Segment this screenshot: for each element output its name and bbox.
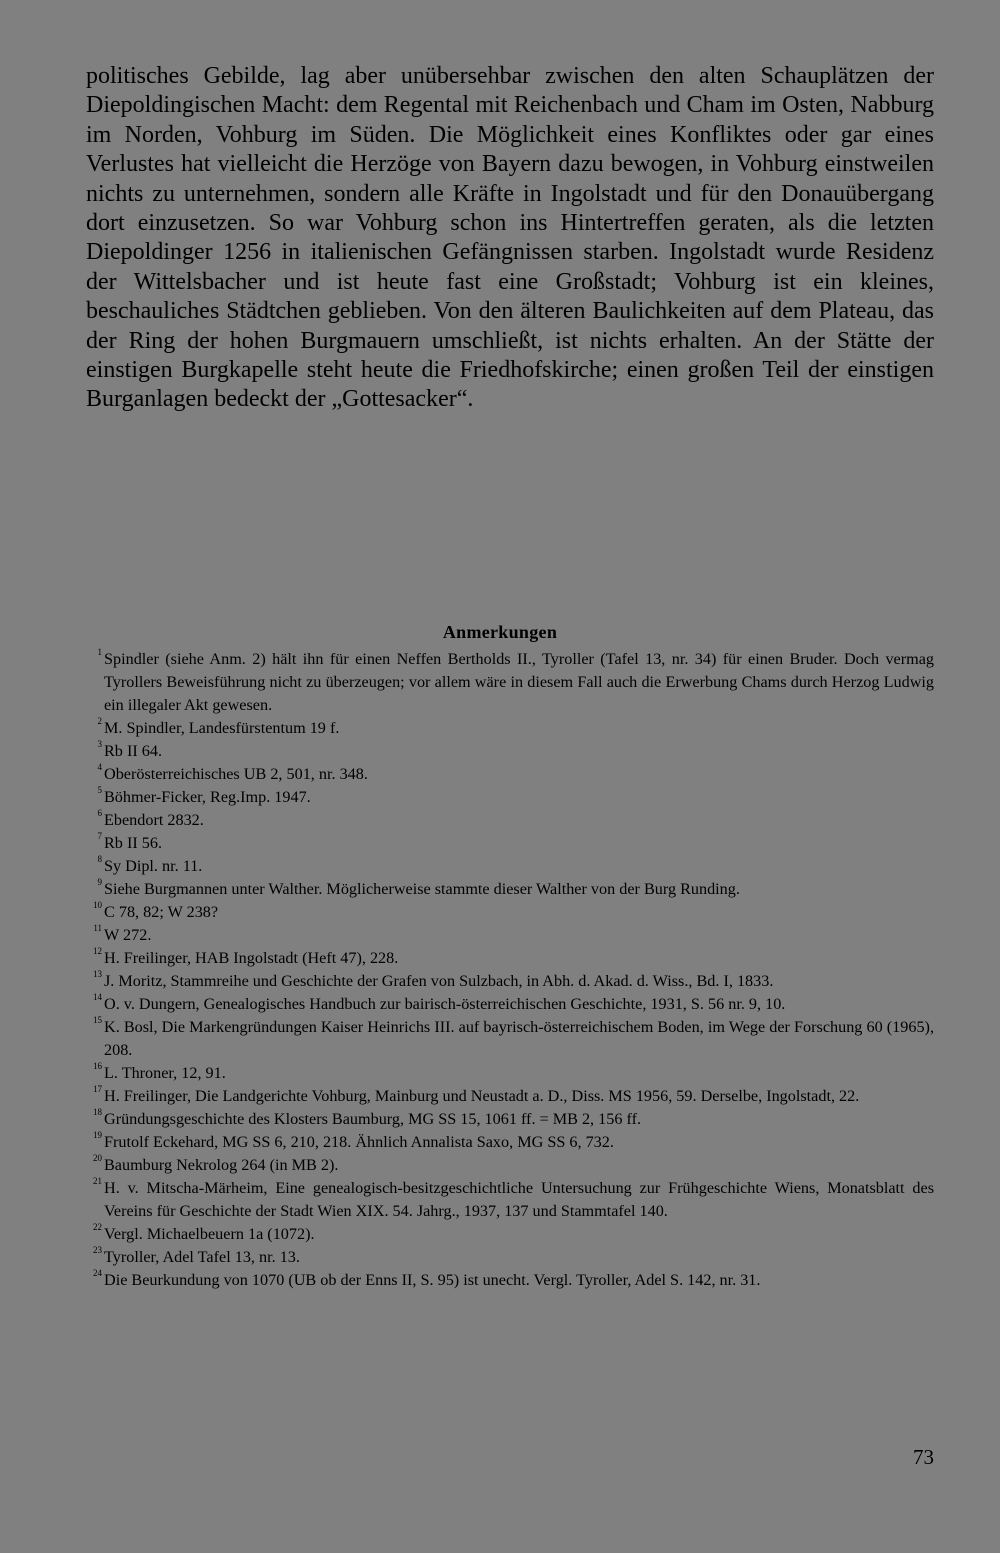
footnote-number: 5 — [97, 785, 102, 795]
footnote-number: 18 — [93, 1107, 102, 1117]
footnote-number: 1 — [97, 647, 102, 657]
footnote-number: 24 — [93, 1268, 102, 1278]
footnote-item — [86, 1269, 934, 1292]
footnote-item — [86, 924, 934, 947]
footnote-item — [86, 740, 934, 763]
footnote-number: 22 — [93, 1222, 102, 1232]
footnote-text: Gründungsgeschichte des Klosters Baumburg, MG SS 15, 1061 ff. = MB 2, 156 ff. — [104, 1110, 642, 1128]
footnote-text: Siehe Burgmannen unter Walther. Möglicherweise stammte dieser Walther von der Burg Runding. — [104, 880, 740, 898]
page-number: 73 — [913, 1445, 934, 1469]
footnote-text: Spindler (siehe Anm. 2) hält ihn für einen Neffen Bertholds II., Tyroller (Tafel 13, nr. 34) für einen Bruder. Doch vermag Tyrollers Beweisführung nicht zu überzeugen; vor allem wäre in diesem Fall auch die Erwerbung Chams durch Herzog Ludwig ein illegaler Akt gewesen. — [104, 650, 934, 714]
footnote-text: J. Moritz, Stammreihe und Geschichte der Grafen von Sulzbach, in Abh. d. Akad. d. Wiss., Bd. I, 1833. — [104, 972, 774, 990]
notes-heading: Anmerkungen — [442, 622, 558, 642]
footnote-text: Sy Dipl. nr. 11. — [104, 857, 203, 875]
footnote-item — [86, 1223, 934, 1246]
footnote-number: 21 — [93, 1176, 102, 1186]
footnote-number: 3 — [97, 739, 102, 749]
footnote-text: Oberösterreichisches UB 2, 501, nr. 348. — [104, 765, 368, 783]
footnote-number: 11 — [93, 923, 102, 933]
footnote-text: Rb II 56. — [104, 834, 162, 852]
footnote-text: O. v. Dungern, Genealogisches Handbuch zur bairisch-österreichischen Geschichte, 1931, S. 56 nr. 9, 10. — [104, 995, 786, 1013]
footnote-item — [86, 786, 934, 809]
footnote-number: 17 — [93, 1084, 102, 1094]
footnote-number: 10 — [93, 900, 102, 910]
footnote-number: 15 — [93, 1015, 102, 1025]
footnote-item — [86, 717, 934, 740]
footnote-item — [86, 970, 934, 993]
footnote-item — [86, 648, 934, 717]
footnote-number: 4 — [97, 762, 102, 772]
footnote-item — [86, 1177, 934, 1223]
footnote-text: Baumburg Nekrolog 264 (in MB 2). — [104, 1156, 339, 1174]
footnote-text: Böhmer-Ficker, Reg.Imp. 1947. — [104, 788, 311, 806]
footnote-number: 23 — [93, 1245, 102, 1255]
body-paragraph: politisches Gebilde, lag aber unübersehbar zwischen den alten Schauplätzen der Diepoldingischen Macht: dem Regental mit Reichenbach und Cham im Osten, Nabburg im Norden, Vohburg im Süden. Die Möglichkeit eines Konfliktes oder gar eines Verlustes hat vielleicht die Herzöge von Bayern dazu bewogen, in Vohburg einstweilen nichts zu unternehmen, sondern alle Kräfte in Ingolstadt und für den Donauübergang dort einzusetzen. So war Vohburg schon ins Hintertreffen geraten, als die letzten Diepoldinger 1256 in italienischen Gefängnissen starben. Ingolstadt wurde Residenz der Wittelsbacher und ist heute fast eine Großstadt; Vohburg ist ein kleines, beschauliches Städtchen geblieben. Von den älteren Baulichkeiten auf dem Plateau, das der Ring der hohen Burgmauern umschließt, ist nichts erhalten. An der Stätte der einstigen Burgkapelle steht heute die Friedhofskirche; einen großen Teil der einstigen Burganlagen bedeckt der „Gottesacker“. — [86, 63, 934, 413]
footnote-number: 20 — [93, 1153, 102, 1163]
footnote-item — [86, 1085, 934, 1108]
footnote-item — [86, 763, 934, 786]
footnote-number: 19 — [93, 1130, 102, 1140]
footnote-text: M. Spindler, Landesfürstentum 19 f. — [104, 719, 340, 737]
footnotes-list — [86, 648, 934, 1292]
footnote-text: Frutolf Eckehard, MG SS 6, 210, 218. Ähnlich Annalista Saxo, MG SS 6, 732. — [104, 1133, 614, 1151]
footnote-text: W 272. — [104, 926, 152, 944]
footnote-text: Tyroller, Adel Tafel 13, nr. 13. — [104, 1248, 300, 1266]
footnote-item — [86, 993, 934, 1016]
footnote-text: H. Freilinger, Die Landgerichte Vohburg, Mainburg und Neustadt a. D., Diss. MS 1956, 59. Derselbe, Ingolstadt, 22. — [104, 1087, 860, 1105]
footnote-text: Die Beurkundung von 1070 (UB ob der Enns II, S. 95) ist unecht. Vergl. Tyroller, Adel S. 142, nr. 31. — [104, 1271, 761, 1289]
footnote-text: Vergl. Michaelbeuern 1a (1072). — [104, 1225, 315, 1243]
footnote-number: 2 — [97, 716, 102, 726]
footnote-number: 8 — [97, 854, 102, 864]
footnote-item — [86, 1108, 934, 1131]
footnote-number: 7 — [97, 831, 102, 841]
footnote-number: 9 — [97, 877, 102, 887]
footnote-text: H. Freilinger, HAB Ingolstadt (Heft 47), 228. — [104, 949, 399, 967]
footnote-text: K. Bosl, Die Markengründungen Kaiser Heinrichs III. auf bayrisch-österreichischem Boden, im Wege der Forschung 60 (1965), 208. — [104, 1018, 934, 1059]
footnote-text: H. v. Mitscha-Märheim, Eine genealogisch-besitzgeschichtliche Untersuchung zur Frühgeschichte Wiens, Monatsblatt des Vereins für Geschichte der Stadt Wien XIX. 54. Jahrg., 1937, 137 und Stammtafel 140. — [104, 1179, 934, 1220]
footnote-item — [86, 901, 934, 924]
footnote-number: 12 — [93, 946, 102, 956]
footnote-item — [86, 878, 934, 901]
footnote-number: 14 — [93, 992, 102, 1002]
footnote-item — [86, 1154, 934, 1177]
footnote-item — [86, 855, 934, 878]
footnote-item — [86, 1062, 934, 1085]
footnote-item — [86, 947, 934, 970]
footnote-item — [86, 832, 934, 855]
footnote-text: L. Throner, 12, 91. — [104, 1064, 226, 1082]
footnote-item — [86, 1246, 934, 1269]
footnote-text: C 78, 82; W 238? — [104, 903, 219, 921]
footnote-text: Ebendort 2832. — [104, 811, 204, 829]
footnote-item — [86, 1131, 934, 1154]
footnote-item — [86, 1016, 934, 1062]
footnote-text: Rb II 64. — [104, 742, 162, 760]
footnote-number: 13 — [93, 969, 102, 979]
footnote-number: 16 — [93, 1061, 102, 1071]
footnote-item — [86, 809, 934, 832]
footnote-number: 6 — [97, 808, 102, 818]
